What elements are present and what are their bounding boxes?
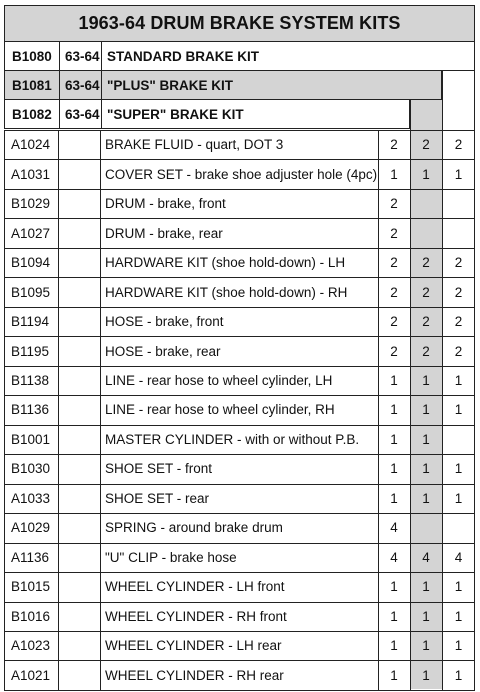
- item-description: SHOE SET - rear: [105, 490, 210, 506]
- qty-plus: 2: [422, 137, 430, 153]
- qty-plus: 2: [422, 314, 430, 330]
- kit-part-number: B1081: [12, 77, 52, 93]
- qty-super: 1: [454, 166, 463, 182]
- item-description: DRUM - brake, rear: [105, 225, 223, 241]
- kit-years: 63-64: [59, 100, 101, 128]
- qty-plus: 1: [422, 579, 430, 595]
- qty-super: 1: [454, 490, 463, 506]
- qty-standard: 1: [390, 402, 398, 418]
- column-divider: [442, 130, 443, 691]
- table-top-border: [4, 130, 475, 131]
- qty-standard: 1: [390, 490, 398, 506]
- qty-super: 1: [454, 638, 463, 654]
- page-title: [4, 5, 475, 42]
- kit-row: [4, 100, 410, 129]
- item-description: HARDWARE KIT (shoe hold-down) - LH: [105, 255, 346, 271]
- qty-plus: 4: [422, 549, 430, 565]
- qty-plus: [410, 218, 442, 247]
- kit-years: 63-64: [59, 71, 101, 99]
- qty-standard: 4: [390, 549, 398, 565]
- item-part-number: B1001: [11, 431, 51, 447]
- item-description: WHEEL CYLINDER - RH rear: [105, 667, 284, 683]
- item-description: WHEEL CYLINDER - RH front: [105, 608, 287, 624]
- qty-standard: 2: [390, 343, 398, 359]
- item-part-number: B1095: [11, 284, 51, 300]
- qty-standard: 2: [390, 255, 398, 271]
- item-description: "U" CLIP - brake hose: [105, 549, 237, 565]
- item-part-number: B1016: [11, 608, 51, 624]
- qty-plus: 1: [422, 608, 430, 624]
- kit-name: STANDARD BRAKE KIT: [101, 42, 476, 70]
- qty-plus: 2: [422, 343, 430, 359]
- item-part-number: A1031: [11, 166, 51, 182]
- qty-standard: 1: [390, 667, 398, 683]
- kit-name: "SUPER" BRAKE KIT: [101, 100, 411, 128]
- qty-super: 1: [454, 608, 463, 624]
- item-description: HOSE - brake, front: [105, 314, 224, 330]
- item-description: HARDWARE KIT (shoe hold-down) - RH: [105, 284, 348, 300]
- qty-standard: 2: [390, 314, 398, 330]
- column-divider: [100, 130, 101, 691]
- qty-super: [442, 218, 475, 247]
- qty-plus: [410, 189, 442, 218]
- qty-super: 2: [454, 137, 463, 153]
- qty-plus: 1: [422, 461, 430, 477]
- qty-standard: 1: [390, 638, 398, 654]
- qty-plus: 2: [422, 255, 430, 271]
- kit-part-number: B1080: [12, 48, 52, 64]
- item-part-number: B1094: [11, 255, 51, 271]
- qty-standard: 4: [390, 520, 398, 536]
- kit-part-number: B1082: [12, 106, 52, 122]
- qty-plus: 1: [422, 372, 430, 388]
- item-description: SPRING - around brake drum: [105, 520, 283, 536]
- item-description: SHOE SET - front: [105, 461, 213, 477]
- item-description: COVER SET - brake shoe adjuster hole (4pc): [105, 166, 378, 182]
- item-part-number: A1021: [11, 667, 51, 683]
- qty-super: [442, 513, 475, 542]
- qty-super: 2: [454, 284, 463, 300]
- qty-plus: [410, 513, 442, 542]
- qty-super: 1: [454, 667, 463, 683]
- qty-super: [442, 189, 475, 218]
- item-description: MASTER CYLINDER - with or without P.B.: [105, 431, 360, 447]
- item-part-number: B1015: [11, 579, 51, 595]
- qty-standard: 1: [390, 579, 398, 595]
- column-divider: [442, 71, 443, 130]
- qty-standard: 1: [390, 461, 398, 477]
- qty-plus: 1: [422, 638, 430, 654]
- column-divider: [4, 130, 5, 691]
- kit-name: "PLUS" BRAKE KIT: [101, 71, 443, 99]
- qty-super: 1: [454, 402, 463, 418]
- qty-super: 2: [454, 255, 463, 271]
- qty-super: 1: [454, 461, 463, 477]
- qty-plus: 1: [422, 402, 430, 418]
- item-description: HOSE - brake, rear: [105, 343, 221, 359]
- item-part-number: A1027: [11, 225, 51, 241]
- item-part-number: B1136: [11, 402, 50, 418]
- item-part-number: B1030: [11, 461, 51, 477]
- item-description: WHEEL CYLINDER - LH front: [105, 579, 285, 595]
- column-divider: [410, 100, 411, 130]
- kit-years: 63-64: [59, 42, 101, 70]
- column-divider: [474, 42, 475, 130]
- kit-row: [4, 71, 442, 100]
- qty-plus: 1: [422, 490, 430, 506]
- item-description: BRAKE FLUID - quart, DOT 3: [105, 137, 284, 153]
- qty-plus: 1: [422, 431, 430, 447]
- column-divider: [410, 130, 411, 691]
- item-description: WHEEL CYLINDER - LH rear: [105, 638, 282, 654]
- qty-standard: 1: [390, 431, 398, 447]
- item-part-number: B1029: [11, 196, 51, 212]
- item-part-number: A1023: [11, 638, 51, 654]
- item-part-number: B1138: [11, 372, 50, 388]
- kit-row: [4, 42, 475, 71]
- qty-standard: 2: [390, 225, 398, 241]
- qty-standard: 2: [390, 137, 398, 153]
- item-part-number: B1195: [11, 343, 50, 359]
- qty-super: 4: [454, 549, 463, 565]
- qty-super: 1: [454, 579, 463, 595]
- column-divider: [474, 130, 475, 691]
- item-description: LINE - rear hose to wheel cylinder, RH: [105, 402, 335, 418]
- title-text: 1963-64 DRUM BRAKE SYSTEM KITS: [78, 13, 401, 33]
- column-divider: [378, 130, 379, 691]
- item-part-number: A1136: [11, 549, 50, 565]
- qty-standard: 2: [390, 196, 398, 212]
- column-divider: [58, 130, 59, 691]
- qty-plus: 1: [422, 667, 430, 683]
- qty-standard: 1: [390, 166, 398, 182]
- qty-plus: 1: [422, 166, 430, 182]
- item-description: DRUM - brake, front: [105, 196, 226, 212]
- qty-super: 1: [454, 372, 463, 388]
- item-part-number: A1033: [11, 490, 51, 506]
- qty-plus: 2: [422, 284, 430, 300]
- qty-standard: 1: [390, 608, 398, 624]
- qty-standard: 1: [390, 372, 398, 388]
- qty-standard: 2: [390, 284, 398, 300]
- row-divider: [4, 690, 475, 691]
- qty-super: 2: [454, 314, 463, 330]
- item-part-number: A1029: [11, 520, 51, 536]
- item-part-number: A1024: [11, 137, 51, 153]
- item-part-number: B1194: [11, 314, 50, 330]
- qty-super: 2: [454, 343, 463, 359]
- item-description: LINE - rear hose to wheel cylinder, LH: [105, 372, 333, 388]
- qty-super: [442, 425, 475, 454]
